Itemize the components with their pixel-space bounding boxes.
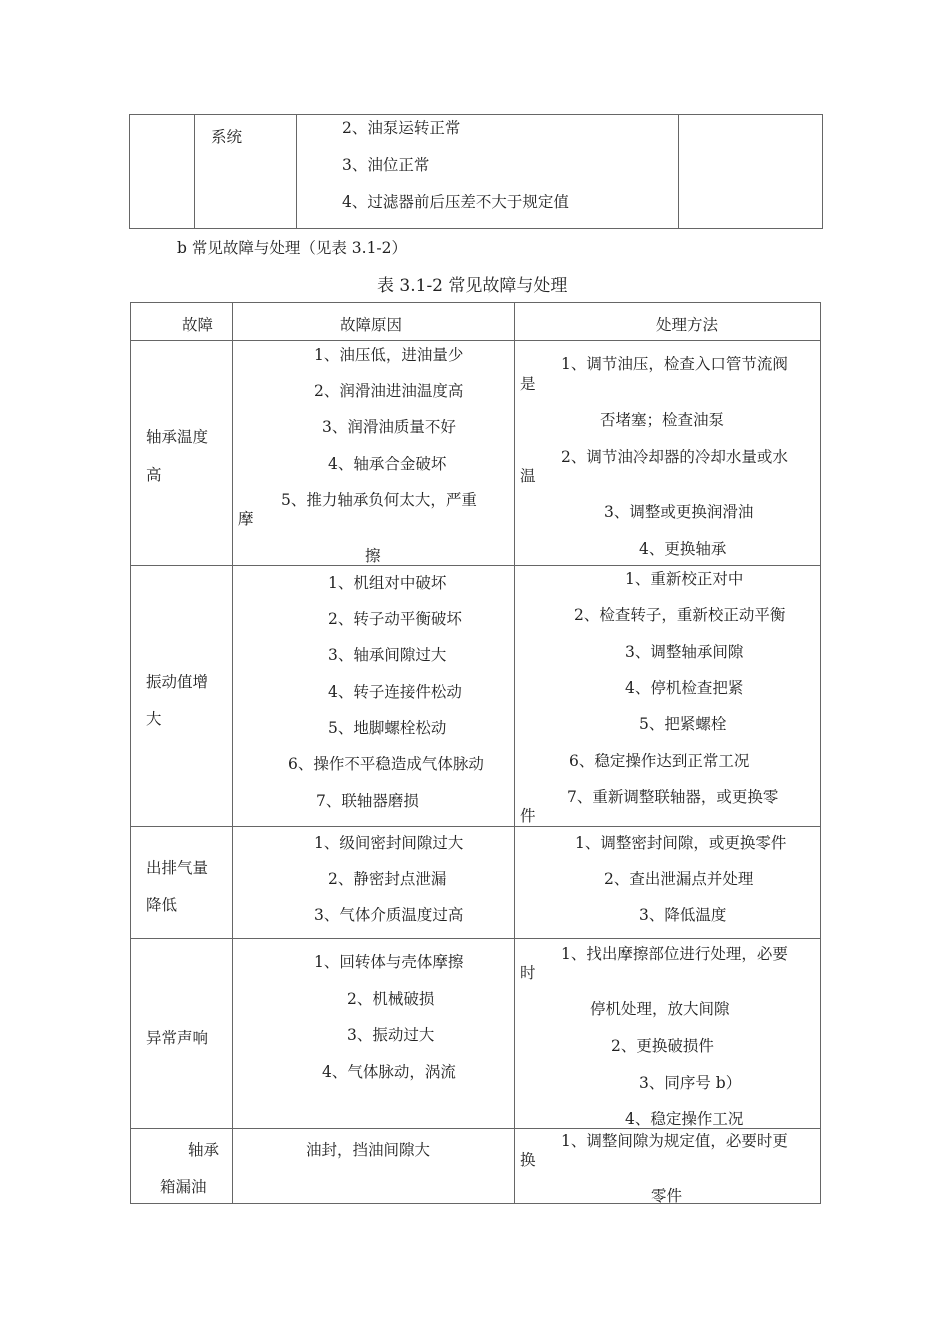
remedy-line: 2、检查转子，重新校正动平衡 xyxy=(574,606,786,624)
remedy-line: 零件 xyxy=(651,1187,683,1205)
top-table-divider xyxy=(296,114,297,229)
remedy-line: 2、调节油冷却器的冷却水量或水 xyxy=(561,448,788,466)
fault-name: 大 xyxy=(146,710,162,728)
fault-name: 箱漏油 xyxy=(160,1178,207,1196)
remedy-line: 2、查出泄漏点并处理 xyxy=(604,870,754,888)
remedy-line: 换 xyxy=(520,1151,536,1169)
remedy-line: 6、稳定操作达到正常工况 xyxy=(569,752,750,770)
cause-line: 3、气体介质温度过高 xyxy=(314,906,464,924)
remedy-line: 停机处理，放大间隙 xyxy=(590,1000,730,1018)
fault-name: 出排气量 xyxy=(146,859,209,877)
cause-line: 2、机械破损 xyxy=(347,990,435,1008)
cause-line: 1、油压低，进油量少 xyxy=(314,346,464,364)
remedy-line: 3、降低温度 xyxy=(639,906,727,924)
column-divider xyxy=(232,302,233,1204)
cause-line: 6、操作不平稳造成气体脉动 xyxy=(288,755,484,773)
top-table-divider xyxy=(678,114,679,229)
fault-name: 降低 xyxy=(146,896,178,914)
fault-name: 轴承 xyxy=(188,1141,220,1159)
remedy-line: 件 xyxy=(520,807,536,825)
cause-line: 2、静密封点泄漏 xyxy=(328,870,447,888)
cause-line: 2、润滑油进油温度高 xyxy=(314,382,464,400)
cause-line: 7、联轴器磨损 xyxy=(316,792,419,810)
top-table-item: 4、过滤器前后压差不大于规定值 xyxy=(342,193,569,211)
section-heading: b 常见故障与处理（见表 3.1-2） xyxy=(177,239,408,257)
cause-line: 3、轴承间隙过大 xyxy=(328,646,447,664)
remedy-line: 否堵塞；检查油泵 xyxy=(600,411,725,429)
remedy-line: 是 xyxy=(520,375,536,393)
remedy-line: 3、调整或更换润滑油 xyxy=(604,503,754,521)
row-divider xyxy=(130,826,821,827)
cause-line: 油封，挡油间隙大 xyxy=(306,1141,431,1159)
cause-line: 5、地脚螺栓松动 xyxy=(328,719,447,737)
row-divider xyxy=(130,340,821,341)
column-divider xyxy=(514,302,515,1204)
cause-line: 2、转子动平衡破坏 xyxy=(328,610,462,628)
cause-line: 1、级间密封间隙过大 xyxy=(314,834,464,852)
top-table-item: 3、油位正常 xyxy=(342,156,430,174)
remedy-line: 3、调整轴承间隙 xyxy=(625,643,744,661)
cause-line: 1、机组对中破坏 xyxy=(328,574,447,592)
fault-name: 轴承温度 xyxy=(146,428,209,446)
table-caption: 表 3.1-2 常见故障与处理 xyxy=(377,276,568,296)
remedy-line: 时 xyxy=(520,964,536,982)
row-divider xyxy=(130,938,821,939)
cause-line: 4、转子连接件松动 xyxy=(328,683,462,701)
cause-line: 1、回转体与壳体摩擦 xyxy=(314,953,464,971)
remedy-line: 3、同序号 b） xyxy=(639,1074,742,1092)
cause-line: 4、气体脉动，涡流 xyxy=(322,1063,456,1081)
remedy-line: 1、找出摩擦部位进行处理，必要 xyxy=(561,945,788,963)
cause-line: 4、轴承合金破坏 xyxy=(328,455,447,473)
remedy-line: 2、更换破损件 xyxy=(611,1037,714,1055)
top-table-category: 系统 xyxy=(211,128,243,146)
remedy-line: 4、停机检查把紧 xyxy=(625,679,744,697)
fault-name: 振动值增 xyxy=(146,673,209,691)
cause-line: 擦 xyxy=(365,547,381,565)
cause-line: 3、振动过大 xyxy=(347,1026,435,1044)
column-header: 故障 xyxy=(182,316,214,334)
remedy-line: 1、调整密封间隙，或更换零件 xyxy=(575,834,787,852)
remedy-line: 4、稳定操作工况 xyxy=(625,1110,744,1128)
top-table-divider xyxy=(194,114,195,229)
row-divider xyxy=(130,565,821,566)
remedy-line: 4、更换轴承 xyxy=(639,540,727,558)
top-table-item: 2、油泵运转正常 xyxy=(342,119,461,137)
fault-name: 高 xyxy=(146,466,162,484)
remedy-line: 7、重新调整联轴器，或更换零 xyxy=(567,788,779,806)
remedy-line: 温 xyxy=(520,467,536,485)
cause-line: 5、推力轴承负何太大，严重 xyxy=(281,491,477,509)
remedy-line: 5、把紧螺栓 xyxy=(639,715,727,733)
remedy-line: 1、调节油压，检查入口管节流阀 xyxy=(561,355,788,373)
remedy-line: 1、重新校正对中 xyxy=(625,570,744,588)
remedy-line: 1、调整间隙为规定值，必要时更 xyxy=(561,1132,788,1150)
cause-line: 摩 xyxy=(238,510,254,528)
cause-line: 3、润滑油质量不好 xyxy=(322,418,456,436)
column-header: 故障原因 xyxy=(340,316,403,334)
fault-name: 异常声响 xyxy=(146,1029,209,1047)
column-header: 处理方法 xyxy=(656,316,719,334)
